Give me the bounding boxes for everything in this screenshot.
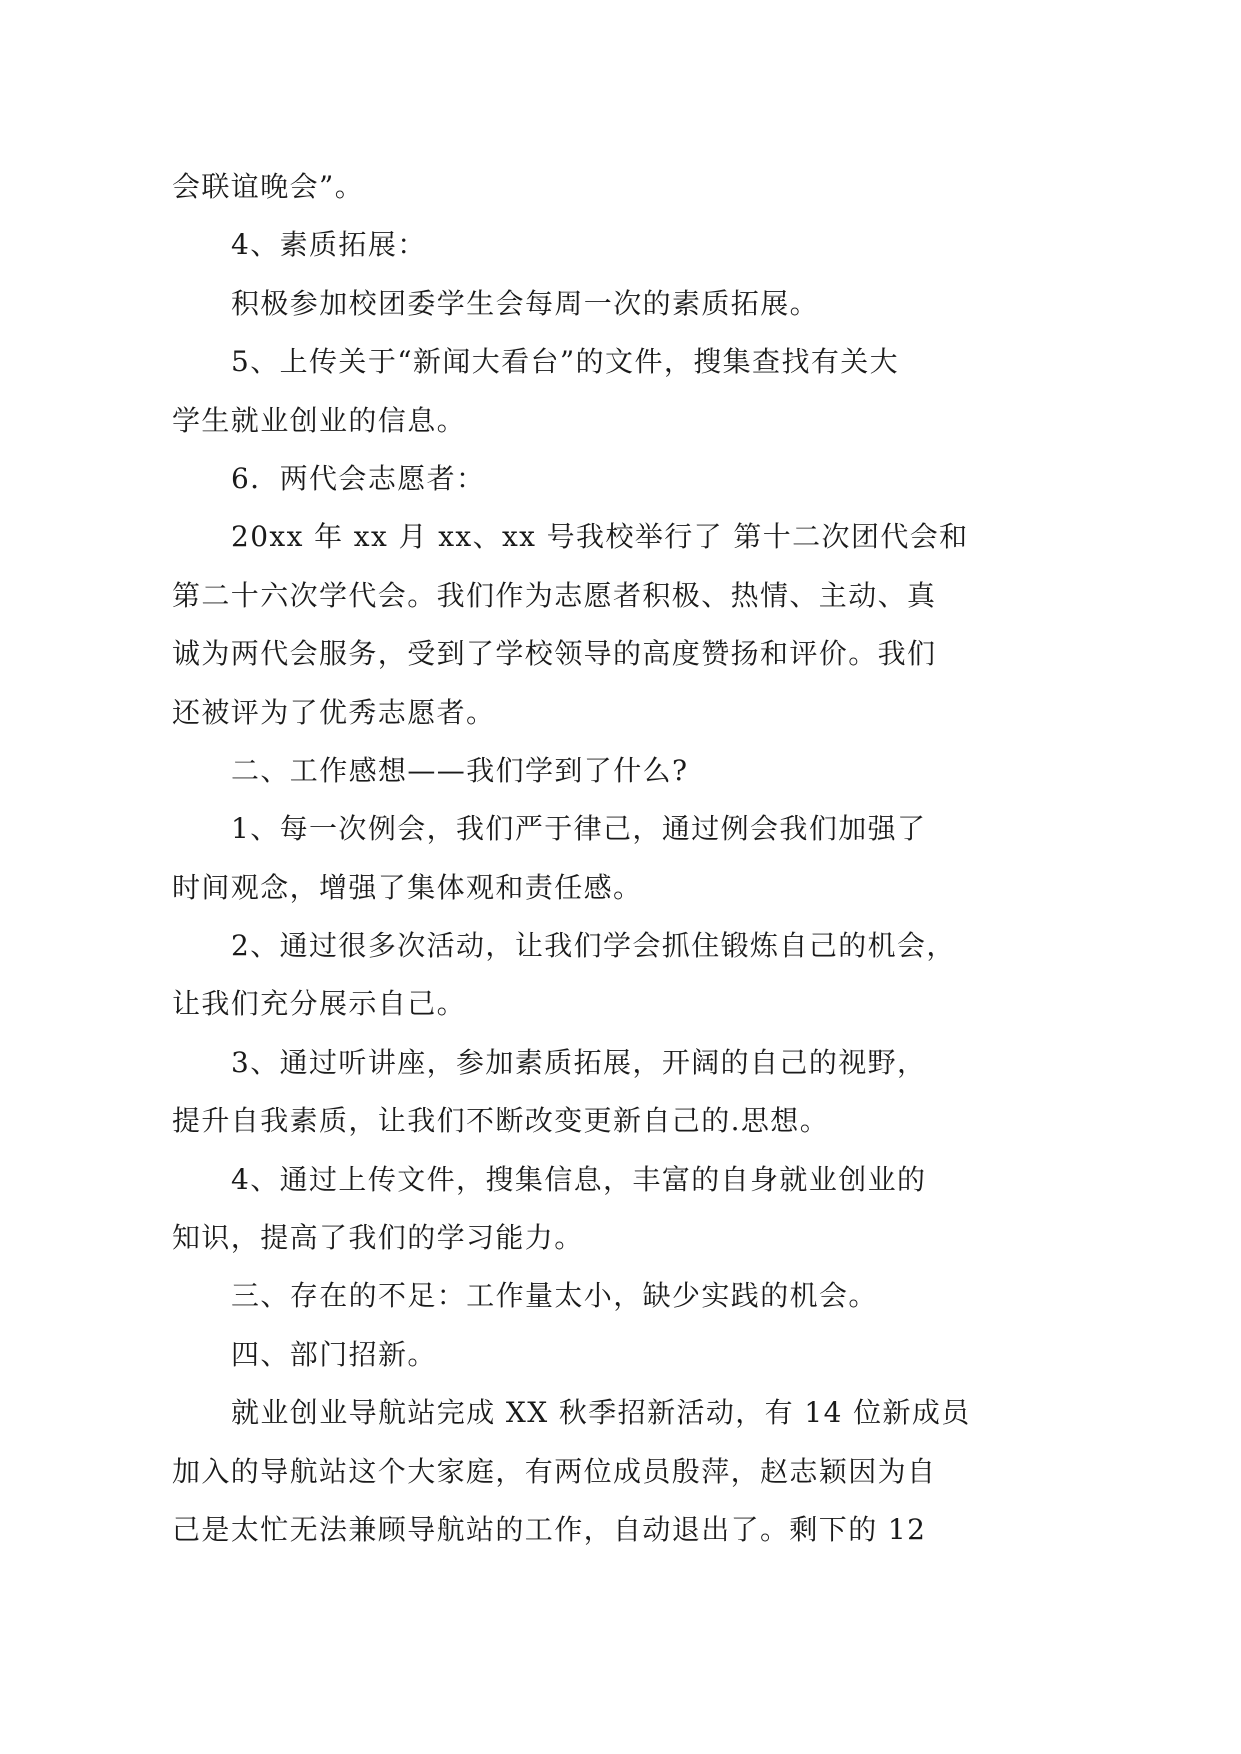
text-line: 知识，提高了我们的学习能力。 — [172, 1221, 584, 1255]
text-line: 3、通过听讲座，参加素质拓展，开阔的自己的视野， — [231, 1045, 927, 1079]
text-line: 2、通过很多次活动，让我们学会抓住锻炼自己的机会， — [231, 929, 956, 963]
text-line: 让我们充分展示自己。 — [172, 987, 467, 1021]
text-line: 4、通过上传文件，搜集信息，丰富的自身就业创业的 — [231, 1162, 927, 1196]
section-heading-recruitment — [172, 1326, 952, 1384]
text-line: 1、每一次例会，我们严于律己，通过例会我们加强了 — [231, 812, 927, 846]
text-line: 二、工作感想——我们学到了什么? — [231, 753, 689, 787]
text-line: 加入的导航站这个大家庭，有两位成员殷萍，赵志颖因为自 — [172, 1454, 937, 1488]
paragraph — [172, 333, 952, 450]
paragraph — [172, 800, 952, 917]
text-line: 三、存在的不足：工作量太小，缺少实践的机会。 — [231, 1279, 878, 1313]
text-line: 提升自我素质，让我们不断改变更新自己的.思想。 — [172, 1104, 830, 1138]
text-line: 6．两代会志愿者： — [231, 461, 486, 495]
paragraph — [172, 1151, 952, 1268]
text-line: 积极参加校团委学生会每周一次的素质拓展。 — [231, 286, 820, 320]
paragraph — [172, 1384, 971, 1559]
paragraph-heading-volunteers — [172, 450, 952, 508]
paragraph — [172, 275, 952, 333]
section-heading-shortcomings — [172, 1267, 952, 1325]
paragraph — [172, 917, 956, 1034]
text-line: 学生就业创业的信息。 — [172, 403, 467, 437]
text-line: 诚为两代会服务，受到了学校领导的高度赞扬和评价。我们 — [172, 637, 937, 671]
text-line: 第二十六次学代会。我们作为志愿者积极、热情、主动、真 — [172, 578, 937, 612]
text-line: 会联谊晚会”。 — [172, 170, 365, 203]
section-heading-work-reflections — [172, 742, 952, 800]
text-line: 四、部门招新。 — [231, 1337, 437, 1371]
document-body — [172, 158, 971, 1559]
text-line: 5、上传关于“新闻大看台”的文件，搜集查找有关大 — [231, 345, 900, 379]
paragraph-continuation — [172, 158, 952, 216]
paragraph — [172, 508, 969, 742]
paragraph-heading-quality-expansion — [172, 216, 952, 274]
text-line: 还被评为了优秀志愿者。 — [172, 695, 496, 729]
text-line: 己是太忙无法兼顾导航站的工作，自动退出了。剩下的 12 — [172, 1512, 927, 1546]
text-line: 时间观念，增强了集体观和责任感。 — [172, 870, 643, 904]
text-line: 4、素质拓展： — [231, 228, 427, 262]
text-line: 就业创业导航站完成 XX 秋季招新活动，有 14 位新成员 — [231, 1396, 971, 1430]
paragraph — [172, 1034, 952, 1151]
text-line: 20xx 年 xx 月 xx、xx 号我校举行了 第十二次团代会和 — [231, 520, 969, 554]
